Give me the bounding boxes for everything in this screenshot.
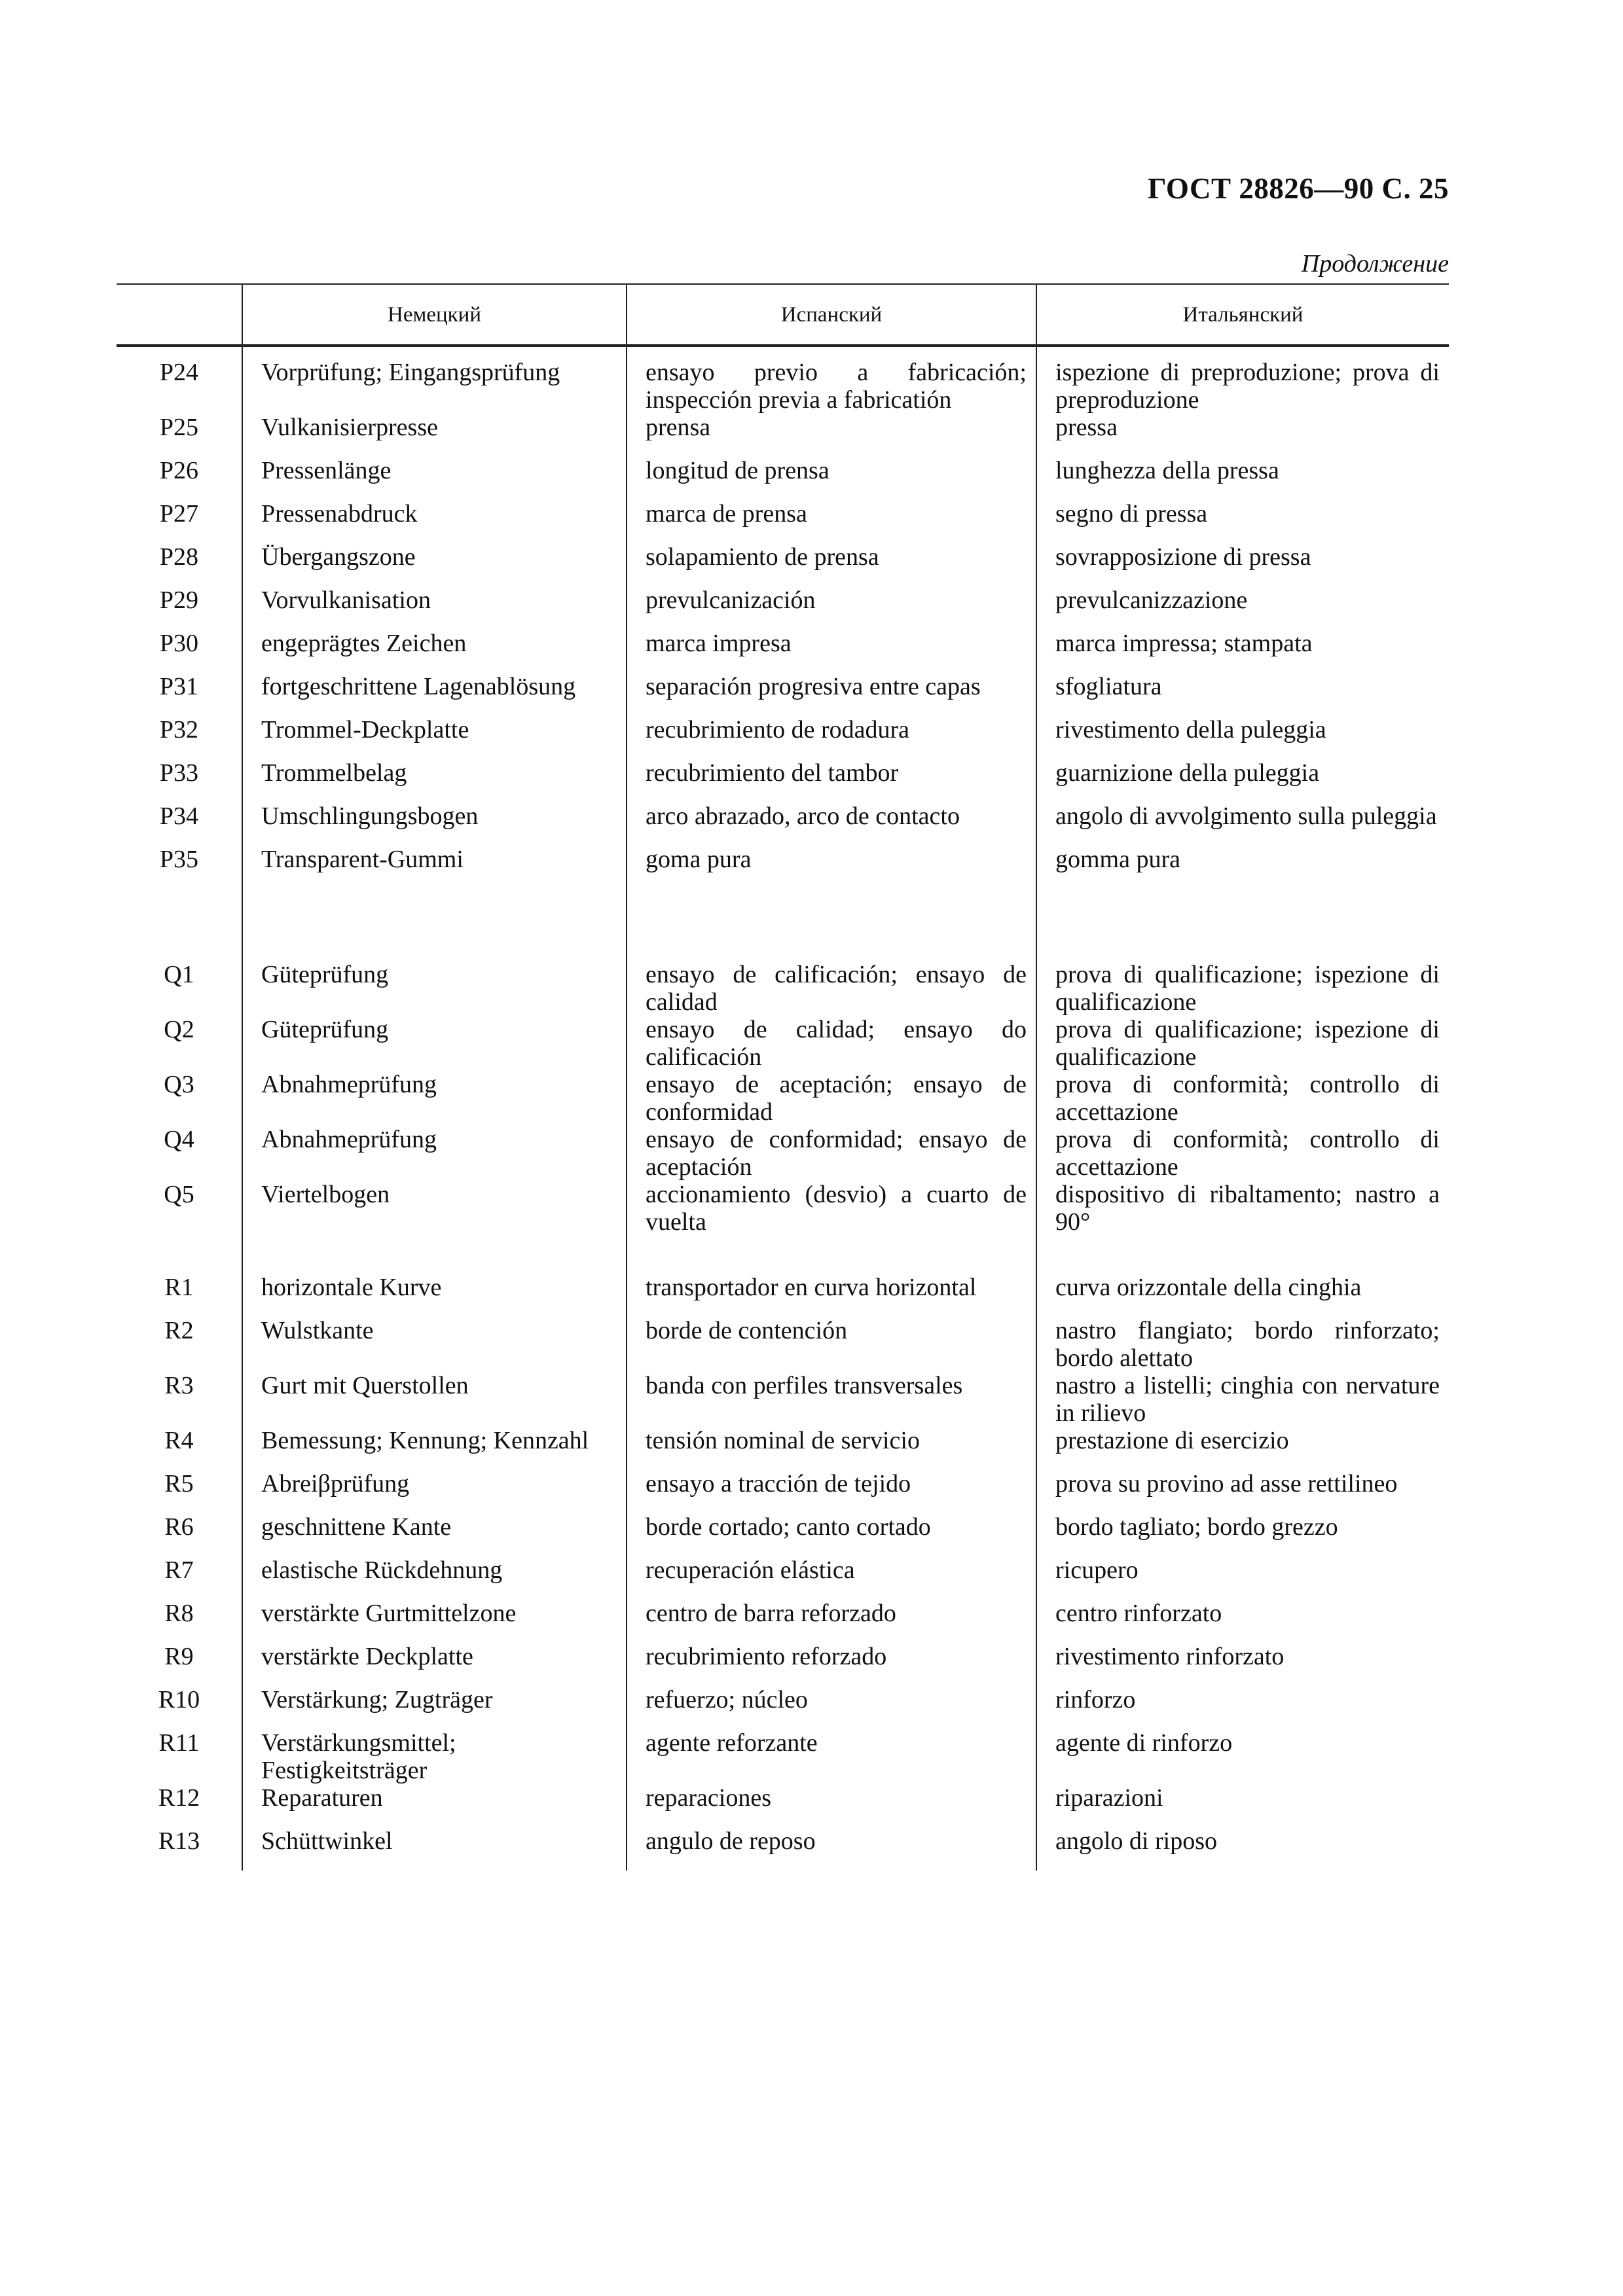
german-term: Pressenlänge xyxy=(242,457,627,500)
spanish-term: ensayo de calidad; ensayo do calificación xyxy=(627,1016,1036,1071)
italian-term: rinforzo xyxy=(1036,1686,1449,1729)
italian-term: prova di conformità; controllo di accettazione xyxy=(1036,1071,1449,1126)
italian-term: marca impressa; stampata xyxy=(1036,630,1449,673)
spanish-term: ensayo de aceptación; ensayo de conformidad xyxy=(627,1071,1036,1126)
column-header-spanish: Испанский xyxy=(627,284,1036,346)
continuation-label: Продолжение xyxy=(1301,250,1449,278)
term-code: R1 xyxy=(164,1274,194,1301)
term-code: R6 xyxy=(164,1513,194,1541)
italian-term: centro rinforzato xyxy=(1036,1600,1449,1643)
table-row xyxy=(117,346,1449,414)
table-row xyxy=(117,500,1449,543)
german-term: Abreiβprüfung xyxy=(242,1470,627,1513)
spanish-term: recubrimiento de rodadura xyxy=(627,716,1036,759)
table-row xyxy=(117,1470,1449,1513)
german-term: Vulkanisierpresse xyxy=(242,414,627,457)
term-code: Q1 xyxy=(164,961,194,988)
spanish-term: angulo de reposo xyxy=(627,1827,1036,1871)
term-code: Q3 xyxy=(164,1071,194,1098)
italian-term: curva orizzontale della cinghia xyxy=(1036,1236,1449,1317)
table-row xyxy=(117,457,1449,500)
german-term: Trommelbelag xyxy=(242,759,627,802)
german-term: Vorvulkanisation xyxy=(242,586,627,630)
italian-term: prevulcanizzazione xyxy=(1036,586,1449,630)
table-row xyxy=(117,1556,1449,1600)
german-term: Verstärkungsmittel; Festigkeitsträger xyxy=(242,1729,627,1784)
german-term: Wulstkante xyxy=(242,1317,627,1372)
german-term: Bemessung; Kennung; Kennzahl xyxy=(242,1427,627,1470)
table-row xyxy=(117,543,1449,586)
italian-term: prestazione di esercizio xyxy=(1036,1427,1449,1470)
italian-term: sovrapposizione di pressa xyxy=(1036,543,1449,586)
german-term: Übergangszone xyxy=(242,543,627,586)
italian-term: dispositivo di ribaltamento; nastro a 90° xyxy=(1036,1181,1449,1236)
spanish-term: ensayo de conformidad; ensayo de aceptación xyxy=(627,1126,1036,1181)
italian-term: prova di qualificazione; ispezione di qualificazione xyxy=(1036,1016,1449,1071)
term-code: P24 xyxy=(159,359,199,386)
table-row xyxy=(117,846,1449,889)
term-code: P25 xyxy=(159,414,199,441)
term-code: P35 xyxy=(159,846,199,873)
table-row xyxy=(117,1071,1449,1126)
spanish-term: ensayo previo a fabricación; inspección previa a fabricatión xyxy=(627,346,1036,414)
spanish-term: goma pura xyxy=(627,846,1036,889)
term-code: P32 xyxy=(159,716,199,744)
column-header-italian: Итальянский xyxy=(1036,284,1449,346)
spanish-term: centro de barra reforzado xyxy=(627,1600,1036,1643)
spanish-term: ensayo a tracción de tejido xyxy=(627,1470,1036,1513)
german-term: Transparent-Gummi xyxy=(242,846,627,889)
term-code: P28 xyxy=(159,543,199,571)
spanish-term: refuerzo; núcleo xyxy=(627,1686,1036,1729)
term-code: P30 xyxy=(159,630,199,657)
german-term: Pressenabdruck xyxy=(242,500,627,543)
german-term: engeprägtes Zeichen xyxy=(242,630,627,673)
term-code: R2 xyxy=(164,1317,194,1344)
table-row xyxy=(117,1427,1449,1470)
italian-term: pressa xyxy=(1036,414,1449,457)
table-row xyxy=(117,1827,1449,1871)
table-row xyxy=(117,586,1449,630)
table-row xyxy=(117,1513,1449,1556)
german-term: elastische Rückdehnung xyxy=(242,1556,627,1600)
table-row xyxy=(117,1236,1449,1317)
italian-term: angolo di riposo xyxy=(1036,1827,1449,1871)
term-code: R13 xyxy=(158,1827,200,1855)
table-row xyxy=(117,1600,1449,1643)
german-term: geschnittene Kante xyxy=(242,1513,627,1556)
term-code: R10 xyxy=(158,1686,200,1713)
term-code: R3 xyxy=(164,1372,194,1399)
term-code: R7 xyxy=(164,1556,194,1584)
german-term: horizontale Kurve xyxy=(242,1236,627,1317)
spanish-term: recubrimiento del tambor xyxy=(627,759,1036,802)
table-row xyxy=(117,414,1449,457)
spanish-term: longitud de prensa xyxy=(627,457,1036,500)
spanish-term: recuperación elástica xyxy=(627,1556,1036,1600)
german-term: Vorprüfung; Eingangsprüfung xyxy=(242,346,627,414)
italian-term: segno di pressa xyxy=(1036,500,1449,543)
italian-term: bordo tagliato; bordo grezzo xyxy=(1036,1513,1449,1556)
spanish-term: tensión nominal de servicio xyxy=(627,1427,1036,1470)
spanish-term: borde de contención xyxy=(627,1317,1036,1372)
spanish-term: prensa xyxy=(627,414,1036,457)
italian-term: riparazioni xyxy=(1036,1784,1449,1827)
italian-term: prova su provino ad asse rettilineo xyxy=(1036,1470,1449,1513)
spanish-term: borde cortado; canto cortado xyxy=(627,1513,1036,1556)
table-row xyxy=(117,1643,1449,1686)
italian-term: ispezione di preproduzione; prova di preproduzione xyxy=(1036,346,1449,414)
term-code: P33 xyxy=(159,759,199,787)
italian-term: ricupero xyxy=(1036,1556,1449,1600)
term-code: P27 xyxy=(159,500,199,528)
table-row xyxy=(117,1126,1449,1181)
german-term: Verstärkung; Zugträger xyxy=(242,1686,627,1729)
table-row xyxy=(117,630,1449,673)
italian-term: angolo di avvolgimento sulla puleggia xyxy=(1036,802,1449,846)
spanish-term: solapamiento de prensa xyxy=(627,543,1036,586)
table-row xyxy=(117,1686,1449,1729)
table-body xyxy=(117,346,1449,1871)
term-code: P26 xyxy=(159,457,199,484)
german-term: Umschlingungsbogen xyxy=(242,802,627,846)
spanish-term: recubrimiento reforzado xyxy=(627,1643,1036,1686)
spanish-term: reparaciones xyxy=(627,1784,1036,1827)
table-row xyxy=(117,802,1449,846)
spanish-term: marca impresa xyxy=(627,630,1036,673)
term-code: Q2 xyxy=(164,1016,194,1043)
spanish-term: ensayo de calificación; ensayo de calidad xyxy=(627,889,1036,1016)
table-row xyxy=(117,1784,1449,1827)
german-term: Schüttwinkel xyxy=(242,1827,627,1871)
term-code: R11 xyxy=(158,1729,200,1757)
term-code: P29 xyxy=(159,586,199,614)
term-code: R4 xyxy=(164,1427,194,1454)
spanish-term: agente reforzante xyxy=(627,1729,1036,1784)
table-row xyxy=(117,1016,1449,1071)
german-term: fortgeschrittene Lagenablösung xyxy=(242,673,627,716)
italian-term: guarnizione della puleggia xyxy=(1036,759,1449,802)
page-header: ГОСТ 28826—90 С. 25 xyxy=(1147,172,1449,205)
terms-table xyxy=(117,283,1449,1871)
german-term: Abnahmeprüfung xyxy=(242,1071,627,1126)
table-row xyxy=(117,1372,1449,1427)
term-code: Q4 xyxy=(164,1126,194,1153)
spanish-term: accionamiento (desvio) a cuarto de vuelta xyxy=(627,1181,1036,1236)
table-row xyxy=(117,1181,1449,1236)
spanish-term: separación progresiva entre capas xyxy=(627,673,1036,716)
table-row xyxy=(117,1729,1449,1784)
table-row xyxy=(117,716,1449,759)
term-code: P34 xyxy=(159,802,199,830)
table-row xyxy=(117,889,1449,1016)
column-header-german: Немецкий xyxy=(242,284,627,346)
italian-term: lunghezza della pressa xyxy=(1036,457,1449,500)
italian-term: nastro flangiato; bordo rinforzato; bordo alettato xyxy=(1036,1317,1449,1372)
spanish-term: transportador en curva horizontal xyxy=(627,1236,1036,1317)
german-term: Güteprüfung xyxy=(242,889,627,1016)
german-term: Reparaturen xyxy=(242,1784,627,1827)
spanish-term: marca de prensa xyxy=(627,500,1036,543)
german-term: Gurt mit Querstollen xyxy=(242,1372,627,1427)
italian-term: prova di conformità; controllo di accettazione xyxy=(1036,1126,1449,1181)
italian-term: rivestimento della puleggia xyxy=(1036,716,1449,759)
term-code: P31 xyxy=(159,673,199,700)
column-header-code xyxy=(117,284,242,346)
italian-term: prova di qualificazione; ispezione di qualificazione xyxy=(1036,889,1449,1016)
table-row xyxy=(117,759,1449,802)
spanish-term: banda con perfiles transversales xyxy=(627,1372,1036,1427)
italian-term: sfogliatura xyxy=(1036,673,1449,716)
italian-term: gomma pura xyxy=(1036,846,1449,889)
german-term: verstärkte Deckplatte xyxy=(242,1643,627,1686)
italian-term: nastro a listelli; cinghia con nervature in rilievo xyxy=(1036,1372,1449,1427)
german-term: Viertelbogen xyxy=(242,1181,627,1236)
term-code: R9 xyxy=(164,1643,194,1670)
german-term: Güteprüfung xyxy=(242,1016,627,1071)
spanish-term: arco abrazado, arco de contacto xyxy=(627,802,1036,846)
table-row xyxy=(117,1317,1449,1372)
term-code: R12 xyxy=(158,1784,200,1812)
italian-term: agente di rinforzo xyxy=(1036,1729,1449,1784)
table-header-row xyxy=(117,284,1449,346)
term-code: Q5 xyxy=(164,1181,194,1208)
german-term: Trommel-Deckplatte xyxy=(242,716,627,759)
term-code: R5 xyxy=(164,1470,194,1498)
spanish-term: prevulcanización xyxy=(627,586,1036,630)
table-row xyxy=(117,673,1449,716)
italian-term: rivestimento rinforzato xyxy=(1036,1643,1449,1686)
term-code: R8 xyxy=(164,1600,194,1627)
german-term: Abnahmeprüfung xyxy=(242,1126,627,1181)
german-term: verstärkte Gurtmittelzone xyxy=(242,1600,627,1643)
